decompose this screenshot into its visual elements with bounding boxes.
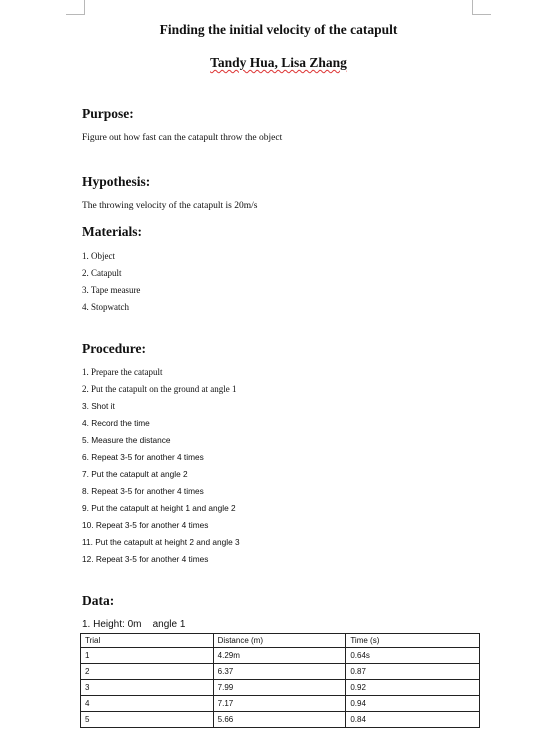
list-item: 10. Repeat 3-5 for another 4 times [82, 520, 209, 530]
table-cell: 0.87 [346, 664, 480, 680]
data-table [80, 633, 480, 728]
list-item: 2. Catapult [82, 268, 122, 278]
procedure-list [82, 364, 240, 568]
list-item: 11. Put the catapult at height 2 and angle 3 [82, 537, 240, 547]
list-item: 5. Measure the distance [82, 435, 171, 445]
hypothesis-text: The throwing velocity of the catapult is 20m/s [82, 201, 258, 211]
list-item: 12. Repeat 3-5 for another 4 times [82, 554, 209, 564]
list-item: 8. Repeat 3-5 for another 4 times [82, 486, 204, 496]
list-item: 1. Prepare the catapult [82, 367, 163, 377]
column-header-trial: Trial [81, 634, 214, 648]
purpose-heading: Purpose: [82, 106, 134, 121]
column-header-time: Time (s) [346, 634, 480, 648]
list-item: 9. Put the catapult at height 1 and angle 2 [82, 503, 236, 513]
hypothesis-heading: Hypothesis: [82, 174, 151, 189]
table-cell: 3 [81, 680, 214, 696]
table-cell: 0.92 [346, 680, 480, 696]
table-cell: 4.29m [213, 648, 346, 664]
list-item: 7. Put the catapult at angle 2 [82, 469, 188, 479]
table-cell: 5 [81, 712, 214, 728]
table-header-row [81, 634, 480, 648]
authors-text: Tandy Hua, Lisa Zhang [210, 55, 347, 70]
table-row [81, 712, 480, 728]
column-header-distance: Distance (m) [213, 634, 346, 648]
table-row [81, 696, 480, 712]
list-item: 4. Stopwatch [82, 302, 129, 312]
table-row [81, 680, 480, 696]
table-cell: 0.84 [346, 712, 480, 728]
table-cell: 0.94 [346, 696, 480, 712]
document-authors [0, 55, 557, 71]
list-item: 3. Tape measure [82, 285, 141, 295]
list-item: 1. Object [82, 251, 115, 261]
document-title: Finding the initial velocity of the catapult [159, 22, 398, 37]
procedure-heading: Procedure: [82, 341, 146, 356]
purpose-text: Figure out how fast can the catapult throw the object [82, 133, 283, 143]
list-item: 4. Record the time [82, 418, 150, 428]
data-heading: Data: [82, 593, 115, 608]
table-row [81, 664, 480, 680]
table-cell: 7.17 [213, 696, 346, 712]
table-row [81, 648, 480, 664]
materials-list [82, 248, 140, 316]
list-item: 3. Shot it [82, 401, 115, 411]
materials-heading: Materials: [82, 224, 142, 239]
table-cell: 5.66 [213, 712, 346, 728]
list-item: 2. Put the catapult on the ground at angle 1 [82, 384, 237, 394]
table-caption: 1. Height: 0m angle 1 [82, 619, 186, 630]
table-cell: 6.37 [213, 664, 346, 680]
page-corner-mark-right [472, 0, 491, 15]
list-item: 6. Repeat 3-5 for another 4 times [82, 452, 204, 462]
table-cell: 1 [81, 648, 214, 664]
page-corner-mark-left [66, 0, 85, 15]
table-cell: 2 [81, 664, 214, 680]
table-cell: 4 [81, 696, 214, 712]
table-cell: 0.64s [346, 648, 480, 664]
table-cell: 7.99 [213, 680, 346, 696]
